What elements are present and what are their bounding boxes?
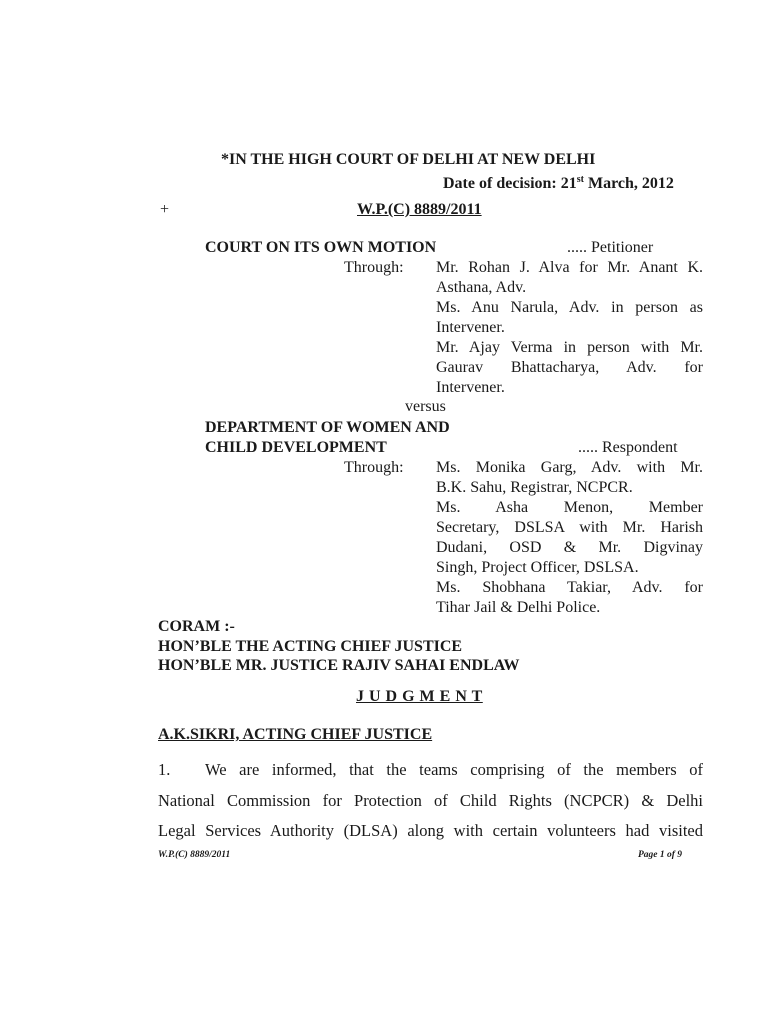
counsel-line: Mr. Ajay Verma in person with Mr. [436, 339, 703, 356]
versus-label: versus [405, 398, 446, 415]
respondent-through-label: Through: [344, 459, 404, 476]
coram-label: CORAM :- [158, 618, 235, 635]
counsel-line: Secretary, DSLSA with Mr. Harish [436, 519, 703, 536]
case-number: W.P.(C) 8889/2011 [357, 201, 482, 218]
respondent-name-line1: DEPARTMENT OF WOMEN AND [205, 419, 450, 436]
judgment-heading: J U D G M E N T [356, 688, 483, 705]
coram-judge-2: HON’BLE MR. JUSTICE RAJIV SAHAI ENDLAW [158, 657, 520, 674]
counsel-line: Mr. Rohan J. Alva for Mr. Anant K. [436, 259, 703, 276]
counsel-line: Ms. Anu Narula, Adv. in person as [436, 299, 703, 316]
counsel-line: Ms. Asha Menon, Member [436, 499, 703, 516]
date-of-decision [443, 174, 674, 194]
counsel-line: Dudani, OSD & Mr. Digvinay [436, 539, 703, 556]
counsel-line: Asthana, Adv. [436, 279, 527, 296]
respondent-name-line2: CHILD DEVELOPMENT [205, 439, 387, 456]
footer-case-number: W.P.(C) 8889/2011 [158, 850, 231, 860]
respondent-role: ..... Respondent [578, 439, 678, 456]
counsel-line: Intervener. [436, 319, 505, 336]
counsel-line: Singh, Project Officer, DSLSA. [436, 559, 639, 576]
decision-ordinal: st [576, 174, 584, 185]
petitioner-name: COURT ON ITS OWN MOTION [205, 239, 437, 256]
court-title: *IN THE HIGH COURT OF DELHI AT NEW DELHI [221, 151, 596, 168]
petitioner-counsel [436, 258, 703, 398]
plus-marker: + [160, 201, 170, 218]
paragraph-number: 1. [158, 760, 171, 779]
respondent-counsel [436, 458, 703, 618]
counsel-line: Intervener. [436, 379, 505, 396]
paragraph-line: Legal Services Authority (DLSA) along with certain volunteers had visited [158, 821, 703, 840]
petitioner-role: ..... Petitioner [567, 239, 654, 256]
counsel-line: Tihar Jail & Delhi Police. [436, 599, 601, 616]
paragraph-line: We are informed, that the teams comprising of the members of [205, 760, 703, 779]
judgment-author: A.K.SIKRI, ACTING CHIEF JUSTICE [158, 726, 433, 743]
decision-label: Date of decision: 21 [443, 175, 577, 192]
counsel-line: B.K. Sahu, Registrar, NCPCR. [436, 479, 633, 496]
coram-judge-1: HON’BLE THE ACTING CHIEF JUSTICE [158, 638, 463, 655]
paragraph-line: National Commission for Protection of Child Rights (NCPCR) & Delhi [158, 791, 703, 810]
counsel-line: Gaurav Bhattacharya, Adv. for [436, 359, 703, 376]
counsel-line: Ms. Shobhana Takiar, Adv. for [436, 579, 703, 596]
petitioner-through-label: Through: [344, 259, 404, 276]
counsel-line: Ms. Monika Garg, Adv. with Mr. [436, 459, 703, 476]
decision-date: March, 2012 [584, 175, 674, 192]
footer-page-number: Page 1 of 9 [638, 850, 683, 860]
